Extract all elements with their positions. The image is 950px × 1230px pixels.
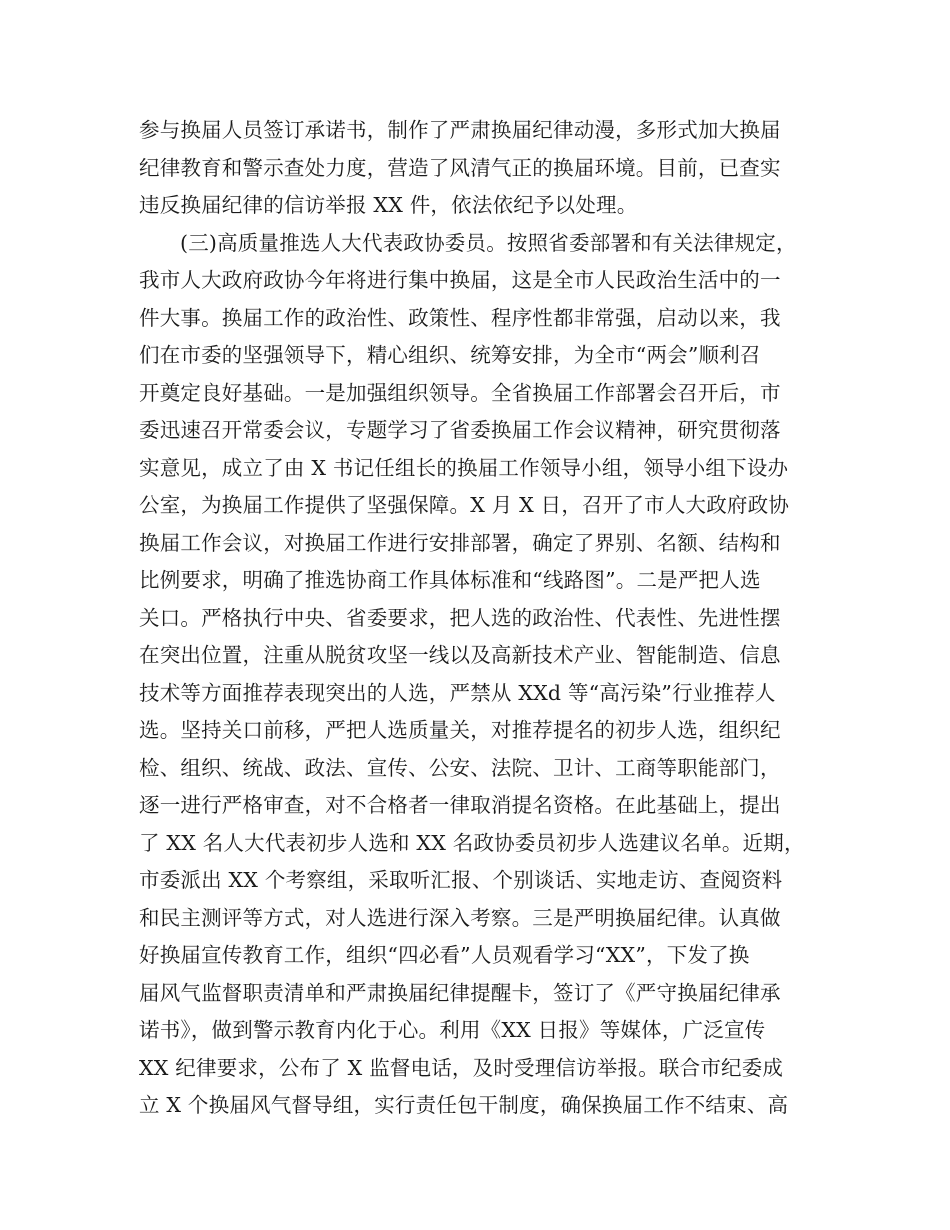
text-line: 纪律教育和警示查处力度，营造了风清气正的换届环境。目前，已查实 [139,155,781,180]
text-line: 届风气监督职责清单和严肃换届纪律提醒卡，签订了《严守换届纪律承 [139,980,781,1005]
section-heading-line: (三)高质量推选人大代表政协委员。按照省委部署和有关法律规定， [180,230,797,255]
text-line: 委迅速召开常委会议，专题学习了省委换届工作会议精神，研究贯彻落 [139,418,781,442]
text-line: 立 X 个换届风气督导组，实行责任包干制度，确保换届工作不结束、高 [139,1093,789,1117]
text-line: 公室，为换届工作提供了坚强保障。X 月 X 日，召开了市人大政府政协 [139,493,790,517]
text-line: 选。坚持关口前移，严把人选质量关，对推荐提名的初步人选，组织纪 [139,718,781,742]
text-line: 开奠定良好基础。一是加强组织领导。全省换届工作部署会召开后，市 [139,380,781,405]
text-line: 违反换届纪律的信访举报 XX 件，依法依纪予以处理。 [139,193,638,217]
text-line: 比例要求，明确了推选协商工作具体标准和“线路图”。二是严把人选 [139,568,761,592]
text-line: 实意见，成立了由 X 书记任组长的换届工作领导小组，领导小组下设办 [139,455,789,480]
text-line: 了 XX 名人大代表初步人选和 XX 名政协委员初步人选建议名单。近期， [139,830,805,855]
text-line: 关口。严格执行中央、省委要求，把人选的政治性、代表性、先进性摆 [139,605,781,630]
text-line: 参与换届人员签订承诺书，制作了严肃换届纪律动漫，多形式加大换届 [139,118,781,142]
text-line: 件大事。换届工作的政治性、政策性、程序性都非常强，启动以来，我 [139,305,781,330]
text-line: 和民主测评等方式，对人选进行深入考察。三是严明换届纪律。认真做 [139,905,781,930]
text-line: XX 纪律要求，公布了 X 监督电话，及时受理信访举报。联合市纪委成 [139,1055,784,1080]
body-text [139,112,819,1125]
text-line: 在突出位置，注重从脱贫攻坚一线以及高新技术产业、智能制造、信息 [139,643,781,667]
text-line: 市委派出 XX 个考察组，采取听汇报、个别谈话、实地走访、查阅资料 [139,868,783,892]
text-line: 逐一进行严格审查，对不合格者一律取消提名资格。在此基础上，提出 [139,793,781,817]
text-line: 诺书》，做到警示教育内化于心。利用《XX 日报》等媒体，广泛宣传 [139,1018,766,1042]
text-line: 技术等方面推荐表现突出的人选，严禁从 XXd 等“高污染”行业推荐人 [139,680,776,705]
text-line: 们在市委的坚强领导下，精心组织、统筹安排，为全市“两会”顺利召 [139,343,761,367]
text-line: 换届工作会议，对换届工作进行安排部署，确定了界别、名额、结构和 [139,530,781,555]
text-line: 检、组织、统战、政法、宣传、公安、法院、卫计、工商等职能部门， [139,755,781,780]
text-line: 好换届宣传教育工作，组织“四必看”人员观看学习“XX”，下发了换 [139,943,750,967]
text-line: 我市人大政府政协今年将进行集中换届，这是全市人民政治生活中的一 [139,268,781,292]
